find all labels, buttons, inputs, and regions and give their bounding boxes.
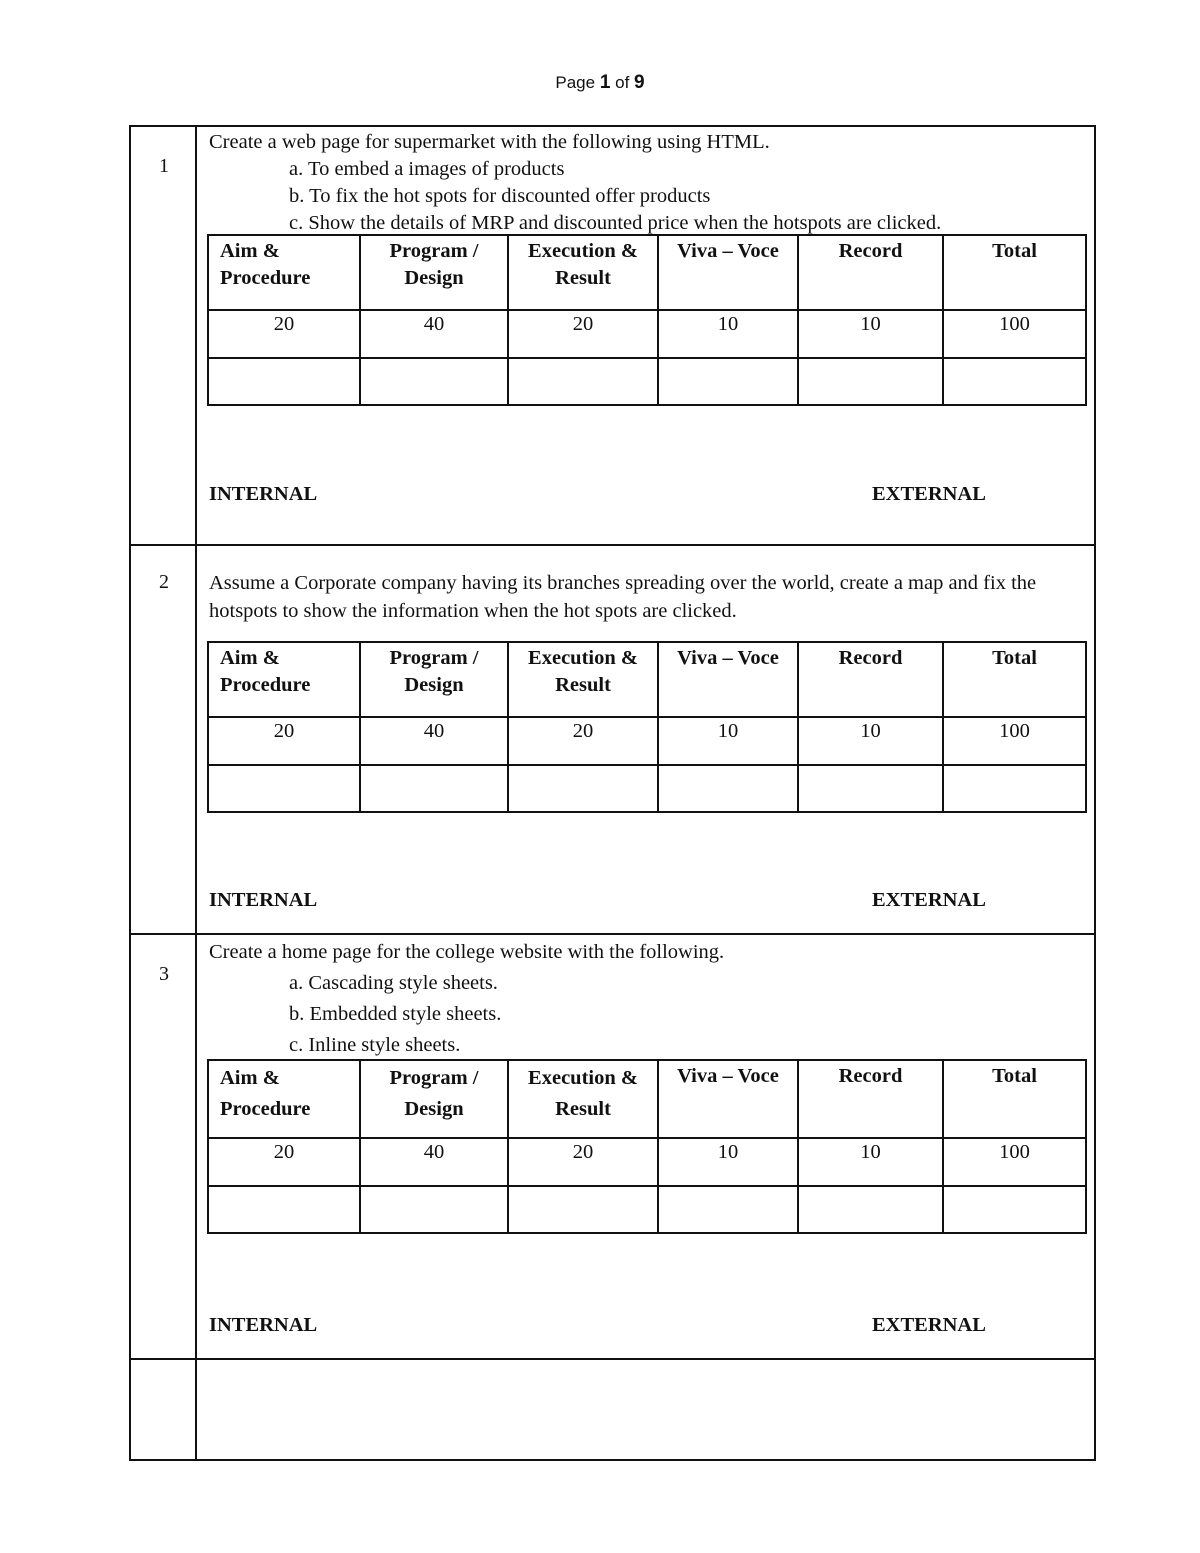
max-mark-cell: 10: [798, 1138, 943, 1186]
external-signature-label: EXTERNAL: [872, 1314, 986, 1336]
exercise-description: [209, 129, 941, 237]
external-signature-label: EXTERNAL: [872, 889, 986, 911]
exercise-title: Create a home page for the college website with the following.: [209, 941, 725, 963]
awarded-marks-row: [208, 1186, 1086, 1233]
exercise-table: [129, 125, 1096, 1461]
internal-signature-label: INTERNAL: [209, 483, 318, 505]
awarded-mark-cell[interactable]: [208, 358, 360, 405]
row-divider: [131, 933, 1094, 935]
max-mark-cell: 20: [208, 310, 360, 358]
awarded-mark-cell[interactable]: [943, 1186, 1086, 1233]
awarded-marks-row: [208, 765, 1086, 812]
header-record: Record: [798, 1060, 943, 1138]
awarded-mark-cell[interactable]: [943, 358, 1086, 405]
header-record: Record: [798, 642, 943, 717]
awarded-mark-cell[interactable]: [658, 358, 798, 405]
max-mark-cell: 10: [798, 310, 943, 358]
header-total: Total: [943, 1060, 1086, 1138]
exercise-item: b. Embedded style sheets.: [289, 1003, 502, 1025]
page-current: 1: [599, 72, 611, 93]
awarded-mark-cell[interactable]: [508, 765, 658, 812]
awarded-mark-cell[interactable]: [658, 765, 798, 812]
exercise-title: Create a web page for supermarket with the following using HTML.: [209, 131, 770, 153]
max-mark-cell: 20: [508, 717, 658, 765]
header-record: Record: [798, 235, 943, 310]
max-mark-cell: 20: [208, 717, 360, 765]
page-label: Page: [555, 73, 596, 92]
awarded-mark-cell[interactable]: [360, 1186, 508, 1233]
page-total: 9: [634, 72, 645, 93]
max-mark-cell: 40: [360, 1138, 508, 1186]
max-mark-cell: 100: [943, 310, 1086, 358]
awarded-mark-cell[interactable]: [208, 1186, 360, 1233]
exercise-item: c. Show the details of MRP and discounted price when the hotspots are clicked.: [289, 212, 942, 234]
column-divider: [195, 127, 197, 1459]
header-total: Total: [943, 235, 1086, 310]
awarded-mark-cell[interactable]: [360, 765, 508, 812]
max-mark-cell: 20: [508, 1138, 658, 1186]
awarded-mark-cell[interactable]: [508, 358, 658, 405]
awarded-mark-cell[interactable]: [658, 1186, 798, 1233]
max-marks-row: [208, 1138, 1086, 1186]
marks-table: [207, 1059, 1087, 1234]
header-aim-procedure: Aim & Procedure: [208, 1060, 360, 1138]
exercise-number: 3: [159, 963, 169, 985]
internal-signature-label: INTERNAL: [209, 1314, 318, 1336]
max-mark-cell: 10: [658, 717, 798, 765]
empty-exercise-row: [197, 1360, 1094, 1459]
exercise-number: 1: [159, 155, 169, 177]
max-mark-cell: 20: [508, 310, 658, 358]
exercise-item: c. Inline style sheets.: [289, 1034, 461, 1056]
marks-table: [207, 234, 1087, 406]
exercise-item: a. Cascading style sheets.: [289, 972, 498, 994]
header-execution-result: Execution & Result: [508, 1060, 658, 1138]
awarded-mark-cell[interactable]: [943, 765, 1086, 812]
header-program-design: Program / Design: [360, 235, 508, 310]
exercise-number: 2: [159, 571, 169, 593]
header-viva-voce: Viva – Voce: [658, 642, 798, 717]
exercise-title: Assume a Corporate company having its branches spreading over the world, create a map and fix the hotspots to show the information when the hot spots are clicked.: [209, 572, 1037, 622]
max-mark-cell: 100: [943, 1138, 1086, 1186]
max-marks-row: [208, 717, 1086, 765]
awarded-mark-cell[interactable]: [508, 1186, 658, 1233]
internal-signature-label: INTERNAL: [209, 889, 318, 911]
max-mark-cell: 10: [658, 310, 798, 358]
page-of: of: [615, 73, 630, 92]
awarded-mark-cell[interactable]: [798, 358, 943, 405]
header-viva-voce: Viva – Voce: [658, 1060, 798, 1138]
marks-header-row: [208, 1060, 1086, 1138]
header-viva-voce: Viva – Voce: [658, 235, 798, 310]
header-aim-procedure: Aim & Procedure: [208, 642, 360, 717]
awarded-mark-cell[interactable]: [208, 765, 360, 812]
max-mark-cell: 20: [208, 1138, 360, 1186]
max-marks-row: [208, 310, 1086, 358]
header-program-design: Program / Design: [360, 1060, 508, 1138]
awarded-mark-cell[interactable]: [360, 358, 508, 405]
header-total: Total: [943, 642, 1086, 717]
exercise-item: a. To embed a images of products: [289, 158, 565, 180]
awarded-mark-cell[interactable]: [798, 1186, 943, 1233]
external-signature-label: EXTERNAL: [872, 483, 986, 505]
max-mark-cell: 40: [360, 310, 508, 358]
header-execution-result: Execution & Result: [508, 235, 658, 310]
row-divider: [131, 544, 1094, 546]
exercise-item: b. To fix the hot spots for discounted offer products: [289, 185, 711, 207]
page-number-header: [0, 72, 1200, 94]
marks-table: [207, 641, 1087, 813]
awarded-mark-cell[interactable]: [798, 765, 943, 812]
header-aim-procedure: Aim & Procedure: [208, 235, 360, 310]
max-mark-cell: 100: [943, 717, 1086, 765]
max-mark-cell: 10: [798, 717, 943, 765]
header-program-design: Program / Design: [360, 642, 508, 717]
exercise-description: [209, 937, 724, 1061]
header-execution-result: Execution & Result: [508, 642, 658, 717]
max-mark-cell: 10: [658, 1138, 798, 1186]
max-mark-cell: 40: [360, 717, 508, 765]
marks-header-row: [208, 235, 1086, 310]
awarded-marks-row: [208, 358, 1086, 405]
marks-header-row: [208, 642, 1086, 717]
